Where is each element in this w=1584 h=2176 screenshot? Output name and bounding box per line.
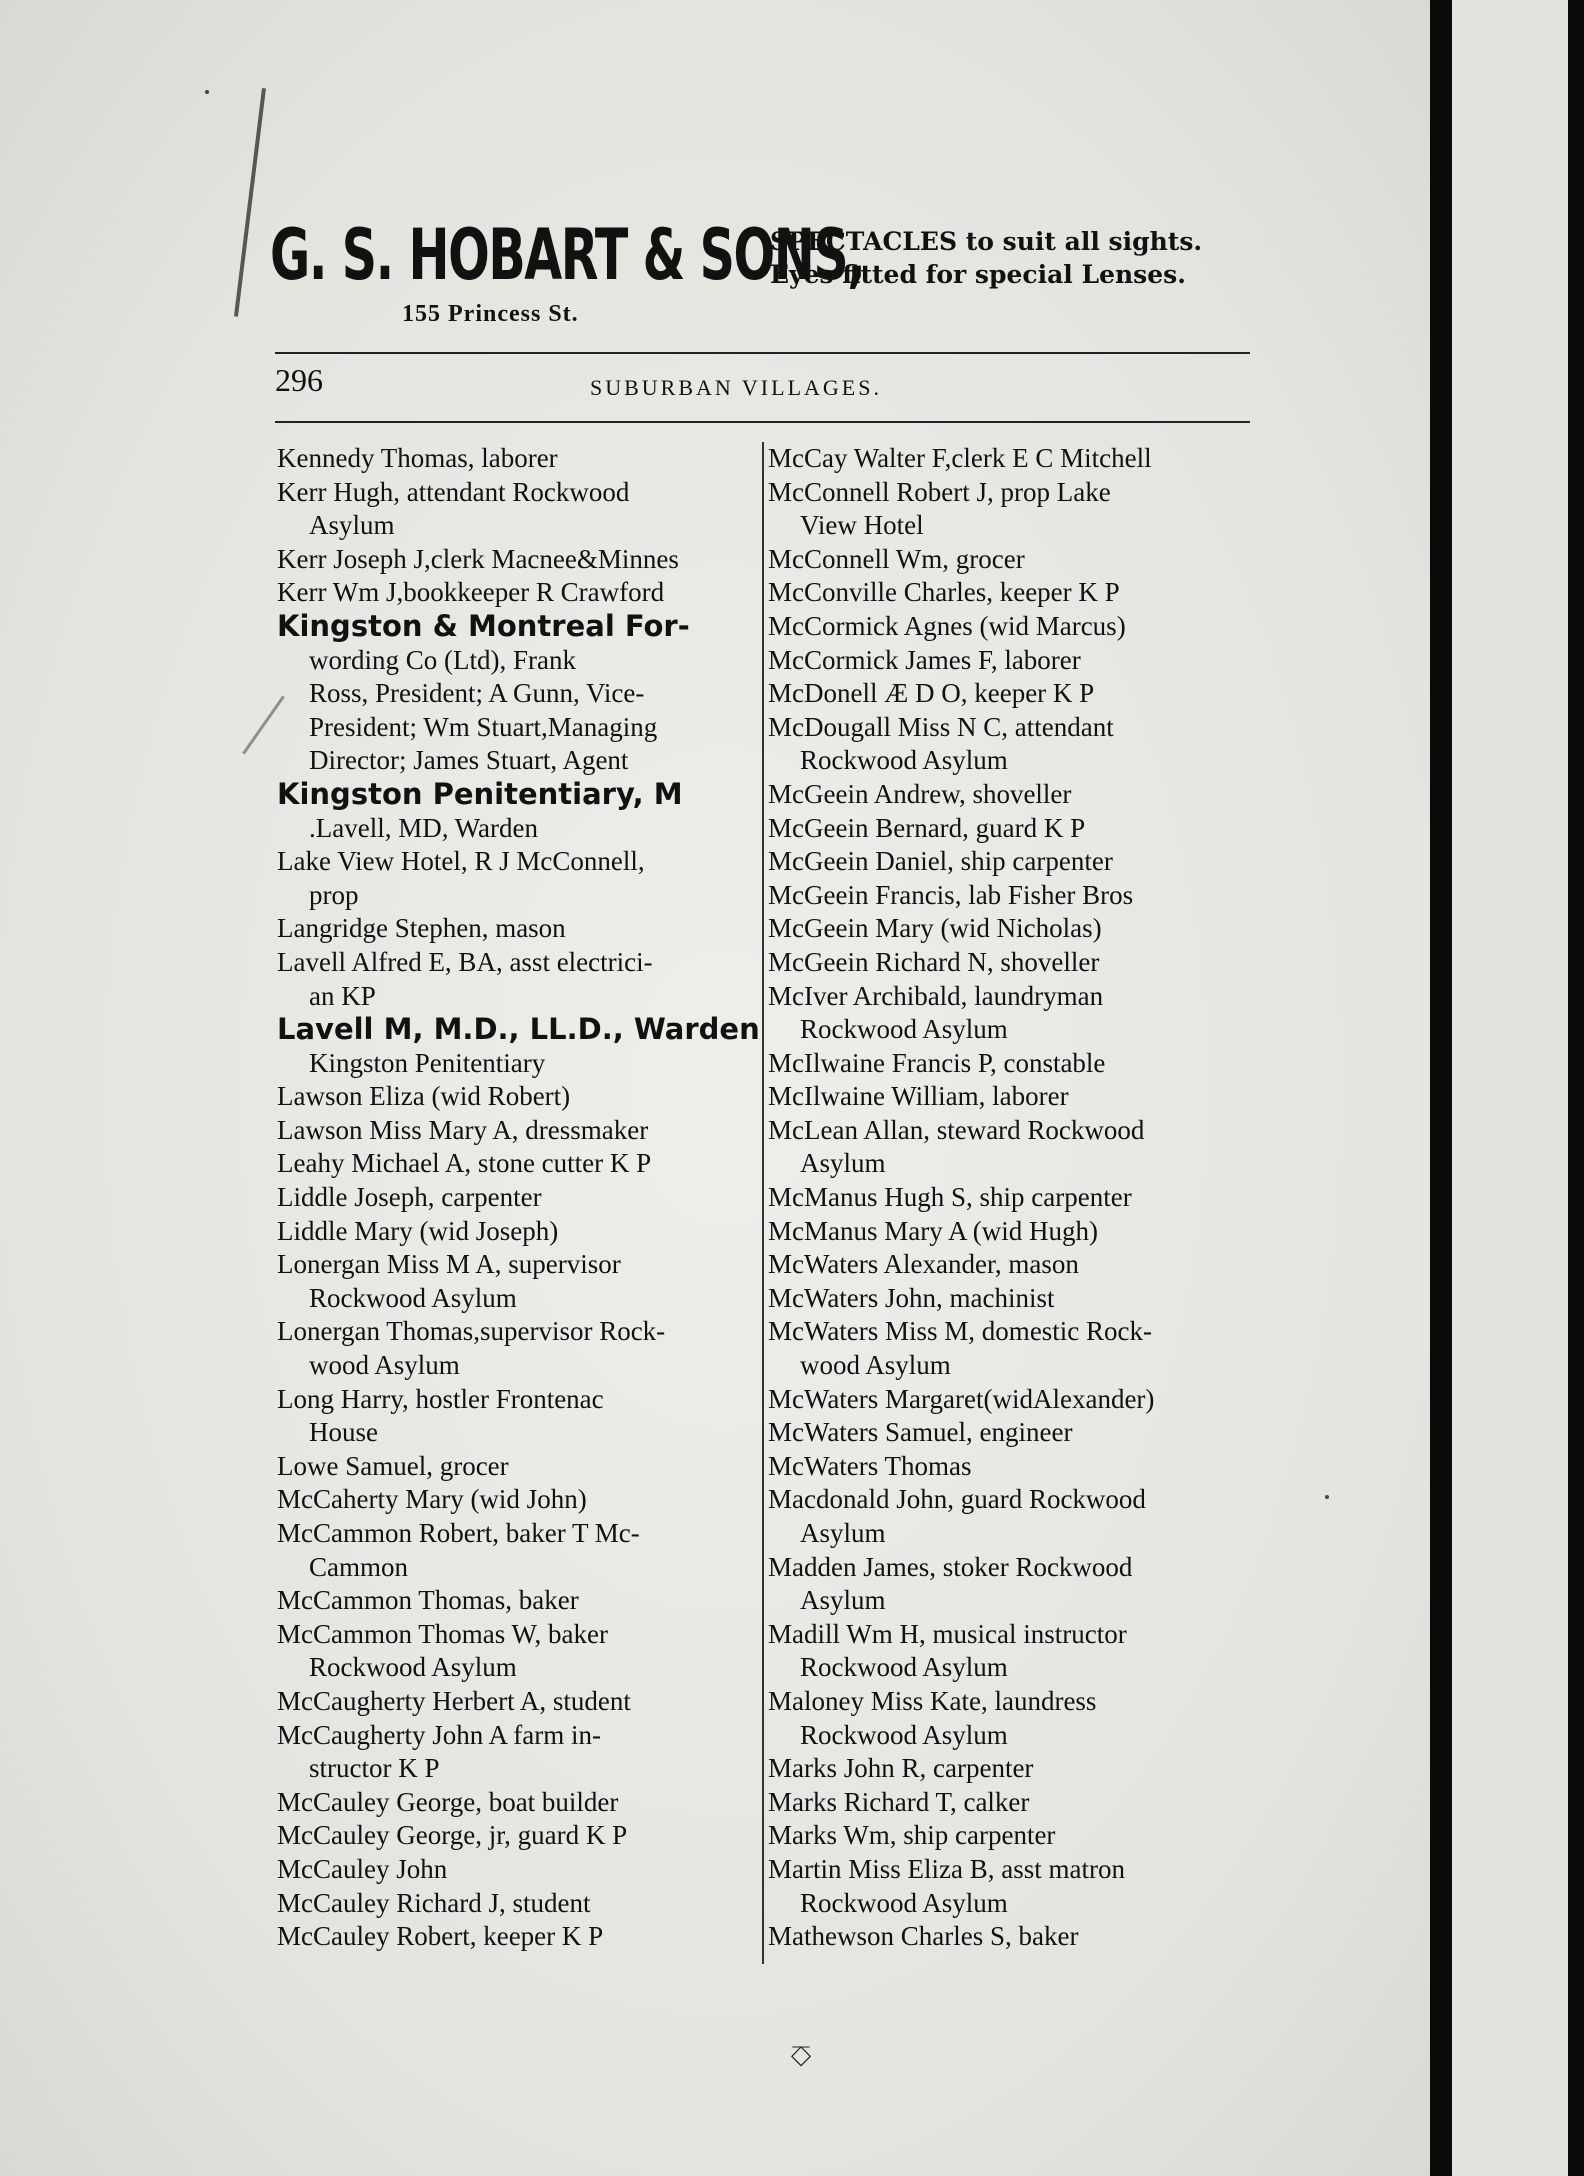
entry-line: Lonergan Thomas,supervisor Rock- [277, 1316, 666, 1347]
entry-continuation-line: Ross, President; A Gunn, Vice- [309, 678, 645, 709]
directory-entry [277, 1114, 759, 1148]
entry-continuation-line: Cammon [309, 1551, 408, 1582]
directory-entry [768, 1920, 1263, 1954]
entry-continuation-line: Director; James Stuart, Agent [309, 745, 629, 776]
directory-entry [277, 912, 759, 946]
directory-entry [768, 845, 1263, 879]
entry-line: McConville Charles, keeper K P [768, 577, 1120, 608]
directory-entry [768, 476, 1263, 543]
directory-entry [768, 1114, 1263, 1181]
directory-entry [768, 980, 1263, 1047]
entry-line: McIlwaine William, laborer [768, 1081, 1069, 1112]
directory-entry [277, 1685, 759, 1719]
entry-continuation-line: Rockwood Asylum [800, 1014, 1008, 1045]
entry-line: McIlwaine Francis P, constable [768, 1047, 1106, 1078]
entry-line: McWaters Margaret(widAlexander) [768, 1383, 1155, 1414]
page-number: 296 [275, 362, 323, 398]
directory-entry [277, 610, 759, 778]
entry-line: McCaugherty Herbert A, student [277, 1685, 631, 1716]
directory-entry [768, 442, 1263, 476]
entry-line: Langridge Stephen, mason [277, 913, 566, 944]
directory-entry [768, 912, 1263, 946]
entry-line: McCormick Agnes (wid Marcus) [768, 610, 1126, 641]
directory-entry [768, 1551, 1263, 1618]
directory-entry [277, 1315, 759, 1382]
advertisement [270, 215, 1255, 335]
entry-line: McLean Allan, steward Rockwood [768, 1114, 1145, 1145]
directory-entry [277, 1920, 759, 1954]
advertiser-address: 155 Princess St. [402, 301, 579, 327]
entry-line: McConnell Wm, grocer [768, 543, 1025, 574]
directory-entry [768, 1786, 1263, 1820]
entry-line: McGeein Bernard, guard K P [768, 812, 1086, 843]
directory-entry [277, 1483, 759, 1517]
directory-entry [277, 1517, 759, 1584]
entry-continuation-line: Rockwood Asylum [800, 1719, 1008, 1750]
directory-entry [768, 1181, 1263, 1215]
directory-entry [277, 476, 759, 543]
entry-line: McWaters Miss M, domestic Rock- [768, 1316, 1153, 1347]
directory-entry [277, 1450, 759, 1484]
entry-line: Lawson Miss Mary A, dressmaker [277, 1114, 649, 1145]
entry-line: Macdonald John, guard Rockwood [768, 1484, 1146, 1515]
directory-entry [277, 1248, 759, 1315]
entry-line: Lawson Eliza (wid Robert) [277, 1081, 571, 1112]
entry-continuation-line: wood Asylum [309, 1350, 460, 1381]
entry-line: McCaherty Mary (wid John) [277, 1484, 587, 1515]
entry-line: McWaters Thomas [768, 1450, 972, 1481]
entry-line: Leahy Michael A, stone cutter K P [277, 1148, 652, 1179]
directory-entry [277, 778, 759, 845]
entry-line: Kerr Wm J,bookkeeper R Crawford [277, 577, 665, 608]
running-head: SUBURBAN VILLAGES. [590, 375, 882, 400]
entry-continuation-line: Asylum [800, 1148, 886, 1179]
directory-column-right [768, 442, 1263, 1954]
directory-entry [768, 576, 1263, 610]
entry-line: McCay Walter F,clerk E C Mitchell [768, 443, 1152, 473]
entry-line: McCauley John [277, 1853, 448, 1884]
entry-line: McGeein Richard N, shoveller [768, 946, 1100, 977]
entry-continuation-line: Asylum [800, 1585, 886, 1616]
entry-continuation-line: View Hotel [800, 510, 924, 541]
entry-line: Kennedy Thomas, laborer [277, 443, 558, 473]
entry-line: Madden James, stoker Rockwood [768, 1551, 1133, 1582]
directory-entry [768, 711, 1263, 778]
entry-line: Lavell M, M.D., LL.D., Warden [277, 1012, 760, 1047]
entry-continuation-line: wording Co (Ltd), Frank [309, 644, 576, 675]
directory-entry [277, 1147, 759, 1181]
directory-entry [277, 1618, 759, 1685]
entry-continuation-line: an KP [309, 980, 376, 1011]
directory-entry [277, 1181, 759, 1215]
directory-entry [277, 946, 759, 1013]
entry-line: Kingston Penitentiary, M [277, 776, 683, 811]
directory-entry [768, 1483, 1263, 1550]
entry-line: Long Harry, hostler Frontenac [277, 1383, 604, 1414]
entry-line: Lowe Samuel, grocer [277, 1450, 509, 1481]
directory-entry [768, 1853, 1263, 1920]
entry-line: McManus Hugh S, ship carpenter [768, 1182, 1132, 1213]
entry-continuation-line: Rockwood Asylum [309, 1282, 517, 1313]
entry-continuation-line: Rockwood Asylum [800, 1887, 1008, 1918]
entry-line: McWaters Samuel, engineer [768, 1417, 1073, 1448]
advertisement-text: SPECTACLES to suit all sights. Eyes fitted for special Lenses. [770, 227, 1203, 289]
entry-continuation-line: prop [309, 879, 359, 910]
entry-line: McCormick James F, laborer [768, 644, 1081, 675]
directory-entry [277, 1887, 759, 1921]
directory-entry [768, 946, 1263, 980]
entry-continuation-line: Rockwood Asylum [800, 745, 1008, 776]
directory-entry [277, 1719, 759, 1786]
directory-entry [768, 1047, 1263, 1081]
directory-entry [768, 1618, 1263, 1685]
entry-line: McCauley Robert, keeper K P [277, 1921, 604, 1952]
directory-entry [768, 543, 1263, 577]
directory-entry [277, 1853, 759, 1887]
entry-line: McGeein Daniel, ship carpenter [768, 846, 1113, 877]
column-divider [762, 442, 764, 1964]
directory-entry [768, 1248, 1263, 1282]
entry-line: McCammon Thomas W, baker [277, 1618, 608, 1649]
entry-line: McDonell Æ D O, keeper K P [768, 678, 1095, 709]
ink-blot-mark: ⎏ [790, 2040, 813, 2073]
header-rule-bottom [275, 421, 1250, 423]
entry-line: McWaters John, machinist [768, 1282, 1055, 1313]
entry-line: McCauley George, jr, guard K P [277, 1820, 628, 1851]
entry-line: Marks Richard T, calker [768, 1786, 1030, 1817]
entry-line: Lonergan Miss M A, supervisor [277, 1249, 621, 1280]
directory-entry [277, 1215, 759, 1249]
scan-speck [205, 90, 209, 94]
directory-entry [768, 1819, 1263, 1853]
entry-continuation-line: structor K P [309, 1753, 440, 1784]
directory-entry [277, 1786, 759, 1820]
directory-entry [768, 1450, 1263, 1484]
directory-entry [277, 1080, 759, 1114]
entry-line: Liddle Joseph, carpenter [277, 1182, 542, 1213]
entry-line: Kerr Hugh, attendant Rockwood [277, 476, 630, 507]
entry-continuation-line: Asylum [309, 510, 395, 541]
entry-line: Kerr Joseph J,clerk Macnee&Minnes [277, 543, 679, 574]
entry-continuation-line: .Lavell, MD, Warden [309, 812, 539, 843]
entry-line: McCammon Robert, baker T Mc- [277, 1518, 640, 1548]
entry-line: Madill Wm H, musical instructor [768, 1618, 1127, 1649]
scan-speck [1325, 1495, 1329, 1499]
entry-line: McCaugherty John A farm in- [277, 1719, 601, 1750]
directory-entry [277, 1819, 759, 1853]
entry-line: McCauley George, boat builder [277, 1786, 619, 1817]
directory-entry [277, 845, 759, 912]
entry-line: McCauley Richard J, student [277, 1887, 591, 1918]
adjacent-page-edge [1448, 0, 1584, 2176]
entry-line: McManus Mary A (wid Hugh) [768, 1215, 1098, 1246]
entry-line: Lake View Hotel, R J McConnell, [277, 846, 645, 877]
entry-line: McGeein Andrew, shoveller [768, 778, 1072, 809]
directory-entry [768, 1416, 1263, 1450]
directory-entry [768, 812, 1263, 846]
entry-line: Marks Wm, ship carpenter [768, 1820, 1056, 1851]
entry-line: Maloney Miss Kate, laundress [768, 1685, 1097, 1716]
directory-entry [277, 1383, 759, 1450]
directory-entry [768, 610, 1263, 644]
entry-continuation-line: wood Asylum [800, 1350, 951, 1381]
directory-entry [768, 879, 1263, 913]
entry-line: McWaters Alexander, mason [768, 1249, 1079, 1280]
directory-entry [277, 442, 759, 476]
entry-line: McDougall Miss N C, attendant [768, 711, 1114, 742]
scan-border-right [1568, 0, 1584, 2176]
header-rule-top [275, 352, 1250, 354]
entry-line: McIver Archibald, laundryman [768, 980, 1104, 1011]
directory-entry [277, 1584, 759, 1618]
directory-entry [768, 1315, 1263, 1382]
advertiser-name: G. S. HOBART & SONS, [270, 214, 865, 296]
entry-line: Martin Miss Eliza B, asst matron [768, 1853, 1125, 1884]
entry-line: McCammon Thomas, baker [277, 1585, 579, 1616]
page-gutter-shadow [1430, 0, 1452, 2176]
entry-continuation-line: Rockwood Asylum [309, 1652, 517, 1683]
directory-entry [768, 1282, 1263, 1316]
entry-line: Mathewson Charles S, baker [768, 1921, 1079, 1952]
directory-entry [768, 1215, 1263, 1249]
directory-column-left [277, 442, 759, 1954]
entry-continuation-line: Asylum [800, 1518, 886, 1548]
entry-line: McGeein Francis, lab Fisher Bros [768, 879, 1134, 910]
entry-continuation-line: House [309, 1417, 378, 1448]
directory-entry [768, 644, 1263, 678]
directory-entry [277, 543, 759, 577]
entry-line: Kingston & Montreal For- [277, 608, 690, 643]
directory-entry [768, 1383, 1263, 1417]
directory-entry [768, 778, 1263, 812]
directory-entry [768, 677, 1263, 711]
entry-continuation-line: Kingston Penitentiary [309, 1047, 546, 1078]
directory-entry [768, 1080, 1263, 1114]
directory-entry [768, 1752, 1263, 1786]
directory-entry [277, 576, 759, 610]
entry-line: Lavell Alfred E, BA, asst electrici- [277, 946, 653, 977]
entry-continuation-line: Rockwood Asylum [800, 1652, 1008, 1683]
entry-line: McConnell Robert J, prop Lake [768, 476, 1111, 507]
directory-entry [768, 1685, 1263, 1752]
entry-continuation-line: President; Wm Stuart,Managing [309, 711, 658, 742]
entry-line: Liddle Mary (wid Joseph) [277, 1215, 559, 1246]
entry-line: Marks John R, carpenter [768, 1753, 1034, 1784]
directory-entry [277, 1013, 759, 1080]
entry-line: McGeein Mary (wid Nicholas) [768, 913, 1102, 944]
